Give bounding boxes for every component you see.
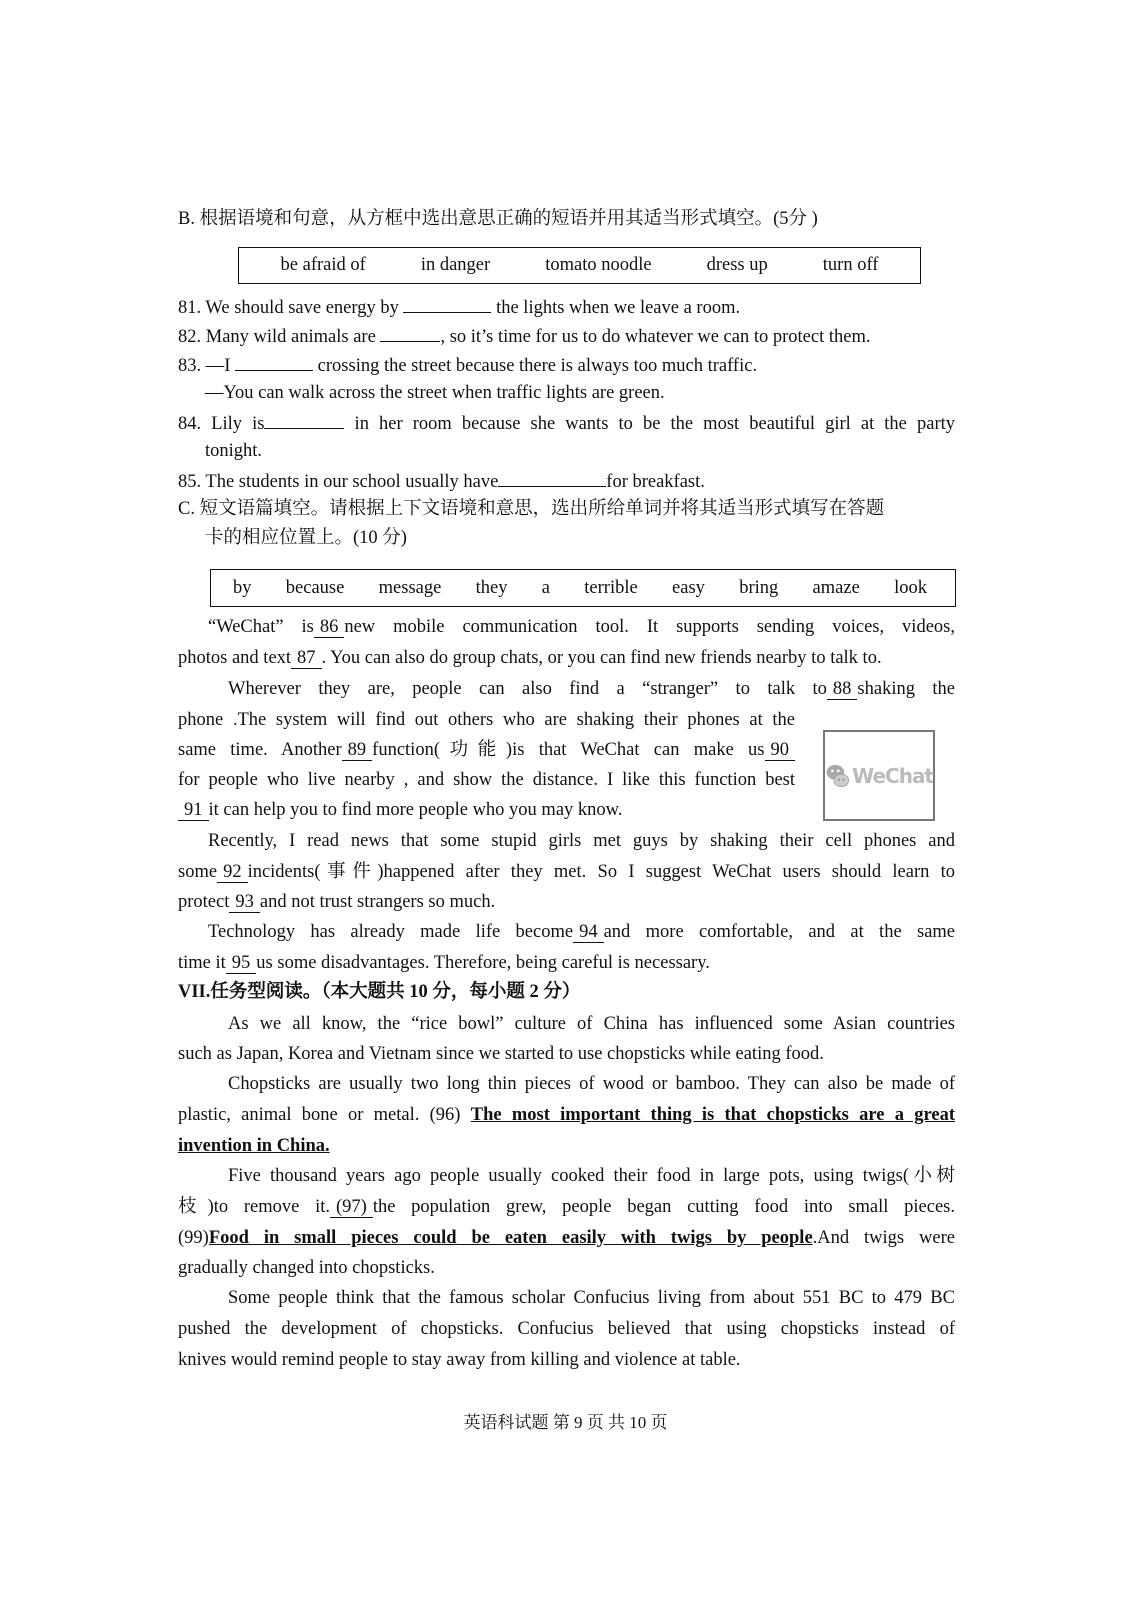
word-option: be afraid of	[280, 255, 366, 275]
word-option: amaze	[812, 577, 860, 598]
blank-91[interactable]: 91	[178, 800, 209, 821]
reading-line: Chopsticks are usually two long thin pieces of wood or bamboo. They can also be made of	[228, 1074, 955, 1094]
passage-c-line: Recently, I read news that some stupid girls met guys by shaking their cell phones and	[208, 831, 955, 851]
question-83-reply: —You can walk across the street when traffic lights are green.	[205, 383, 665, 403]
blank-87[interactable]: 87	[291, 648, 322, 669]
underlined-sentence-96-cont: invention in China.	[178, 1136, 330, 1156]
passage-c-line: Wherever they are, people can also find a “stranger” to talk to 88 shaking the	[228, 679, 955, 699]
question-82: 82. Many wild animals are , so it’s time for us to do whatever we can to protect them.	[178, 323, 955, 349]
wechat-bubble-icon	[825, 756, 850, 796]
section-c-heading-cont: 卡的相应位置上。(10 分)	[205, 528, 407, 548]
word-option: look	[894, 577, 927, 598]
word-option: easy	[672, 577, 705, 598]
reading-line: (99)Food in small pieces could be eaten easily with twigs by people.And twigs were	[178, 1228, 955, 1248]
question-81: 81. We should save energy by the lights when we leave a room.	[178, 294, 955, 320]
question-84-cont: tonight.	[205, 441, 263, 461]
passage-c-line: for people who live nearby , and show the distance. I like this function best	[178, 770, 795, 790]
blank-95[interactable]: 95	[226, 953, 257, 974]
reading-line: gradually changed into chopsticks.	[178, 1258, 435, 1278]
reading-line: plastic, animal bone or metal. (96) The most important thing is that chopsticks are a great	[178, 1105, 955, 1125]
answer-blank[interactable]	[403, 294, 491, 313]
passage-c-line: some 92 incidents(事件)happened after they met. So I suggest WeChat users should learn to	[178, 862, 955, 882]
word-option: they	[475, 577, 508, 598]
passage-c-line: “WeChat” is 86 new mobile communication tool. It supports sending voices, videos,	[208, 617, 955, 637]
underlined-sentence-96: The most important thing is that chopsticks are a great	[470, 1105, 955, 1125]
passage-c-line: phone .The system will find out others who are shaking their phones at the	[178, 710, 795, 730]
passage-c-line: protect 93 and not trust strangers so much.	[178, 892, 496, 912]
blank-89[interactable]: 89	[342, 740, 373, 761]
word-option: tomato noodle	[545, 255, 652, 275]
word-option: message	[378, 577, 442, 598]
underlined-sentence-99: Food in small pieces could be eaten easily with twigs by people	[208, 1228, 813, 1248]
passage-c-line: photos and text 87 . You can also do group chats, or you can find new friends nearby to talk to.	[178, 648, 882, 668]
section-vii-heading: VII.任务型阅读。（本大题共 10 分，每小题 2 分）	[178, 982, 581, 1002]
page-footer: 英语科试题 第 9 页 共 10 页	[463, 1413, 668, 1432]
word-box-b	[238, 247, 921, 284]
answer-blank[interactable]	[498, 468, 606, 487]
question-85: 85. The students in our school usually have for breakfast.	[178, 468, 955, 494]
word-option: turn off	[822, 255, 879, 275]
passage-c-line: 91 it can help you to find more people who you may know.	[178, 798, 955, 822]
word-option: dress up	[706, 255, 768, 275]
blank-86[interactable]: 86	[314, 617, 345, 638]
section-c-heading: C. 短文语篇填空。请根据上下文语境和意思，选出所给单词并将其适当形式填写在答题	[178, 499, 885, 519]
blank-97[interactable]: (97)	[330, 1197, 373, 1218]
answer-blank[interactable]	[235, 352, 313, 371]
blank-92[interactable]: 92	[217, 862, 248, 883]
word-option: by	[233, 577, 252, 598]
passage-c-line: same time. Another 89 function(功能)is that WeChat can make us 90	[178, 738, 795, 762]
word-box-c	[210, 569, 956, 607]
reading-line: As we all know, the “rice bowl” culture of China has influenced some Asian countries	[228, 1014, 955, 1034]
reading-line: pushed the development of chopsticks. Confucius believed that using chopsticks instead of	[178, 1319, 955, 1339]
word-option: in danger	[420, 255, 491, 275]
word-option: a	[541, 577, 550, 598]
answer-blank[interactable]	[380, 323, 440, 342]
wechat-logo-image	[823, 730, 935, 821]
blank-90[interactable]: 90	[765, 740, 796, 761]
blank-88[interactable]: 88	[827, 679, 858, 700]
reading-line: Five thousand years ago people usually cooked their food in large pots, using twigs(小树	[228, 1166, 955, 1186]
passage-c-line: time it 95 us some disadvantages. Therefore, being careful is necessary.	[178, 953, 710, 973]
blank-93[interactable]: 93	[229, 892, 260, 913]
reading-line: 枝)to remove it. (97) the population grew, people began cutting food into small pieces.	[178, 1197, 956, 1217]
section-b-heading: B. 根据语境和句意，从方框中选出意思正确的短语并用其适当形式填空。(5分 )	[178, 209, 818, 229]
blank-94[interactable]: 94	[573, 922, 604, 943]
word-option: bring	[739, 577, 779, 598]
word-option: terrible	[584, 577, 638, 598]
answer-blank[interactable]	[264, 410, 344, 429]
wechat-logo-text: WeChat	[852, 763, 933, 788]
reading-line: knives would remind people to stay away from killing and violence at table.	[178, 1350, 741, 1370]
reading-line: Some people think that the famous scholar Confucius living from about 551 BC to 479 BC	[228, 1288, 955, 1308]
reading-line: such as Japan, Korea and Vietnam since we started to use chopsticks while eating food.	[178, 1044, 824, 1064]
word-option: because	[285, 577, 345, 598]
question-83: 83. —I crossing the street because there is always too much traffic.	[178, 352, 955, 378]
question-84: 84. Lily is in her room because she wants to be the most beautiful girl at the party	[178, 410, 955, 436]
passage-c-line: Technology has already made life become 94 and more comfortable, and at the same	[208, 922, 956, 942]
